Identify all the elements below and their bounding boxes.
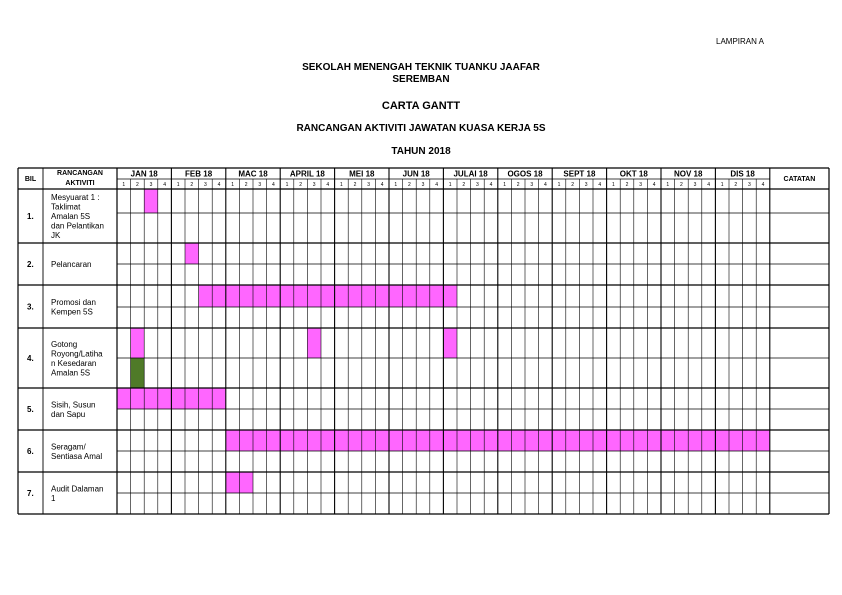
plan-bar: [199, 285, 213, 307]
week-label: 1: [503, 182, 506, 188]
activity-name: JK: [51, 231, 61, 240]
week-label: 2: [244, 182, 248, 188]
month-label: FEB 18: [185, 169, 213, 179]
week-label: 2: [353, 182, 357, 188]
week-label: 3: [693, 182, 697, 188]
week-label: 4: [544, 182, 547, 188]
column-header-bil: BIL: [24, 176, 37, 183]
plan-bar: [743, 430, 757, 451]
plan-bar: [294, 430, 308, 451]
plan-bar: [688, 430, 702, 451]
plan-bar: [375, 285, 389, 307]
week-label: 1: [666, 182, 670, 188]
activity-name: Amalan 5S: [51, 212, 91, 221]
month-label: SEPT 18: [563, 169, 596, 179]
activity-name: dan Pelantikan: [51, 221, 104, 231]
school-name-line2: SEREMBAN: [392, 74, 450, 85]
plan-bar: [661, 430, 675, 451]
month-label: OGOS 18: [507, 169, 543, 179]
week-label: 3: [204, 182, 207, 188]
activity-name: Sentiasa Amal: [51, 451, 103, 461]
plan-bar: [647, 430, 661, 451]
week-label: 1: [122, 182, 126, 188]
plan-bar: [607, 430, 621, 451]
plan-bar: [375, 430, 389, 451]
activity-number: 4.: [27, 354, 34, 363]
plan-bar: [131, 388, 145, 409]
week-label: 4: [435, 182, 438, 188]
plan-bar: [729, 430, 743, 451]
plan-bar: [294, 285, 308, 307]
activity-name: 1: [51, 493, 56, 503]
week-label: 3: [584, 182, 588, 188]
plan-bar: [362, 430, 376, 451]
plan-bar: [620, 430, 634, 451]
plan-bar: [471, 430, 485, 451]
plan-bar: [443, 285, 457, 307]
week-label: 2: [516, 182, 520, 188]
week-label: 2: [734, 182, 738, 188]
activity-number: 7.: [27, 489, 34, 498]
plan-bar: [307, 285, 321, 307]
week-label: 2: [408, 182, 411, 188]
week-label: 3: [258, 182, 262, 188]
week-label: 4: [217, 182, 221, 188]
plan-bar: [566, 430, 580, 451]
plan-bar: [430, 285, 444, 307]
activity-number: 3.: [27, 302, 34, 312]
plan-bar: [131, 328, 145, 358]
plan-bar: [280, 430, 294, 451]
week-label: 1: [394, 182, 398, 188]
plan-bar: [362, 285, 376, 307]
column-header-activity: RANCANGAN: [57, 170, 103, 177]
week-label: 4: [272, 182, 275, 188]
column-header-notes: CATATAN: [783, 176, 816, 183]
plan-bar: [144, 388, 158, 409]
plan-bar: [403, 430, 417, 451]
plan-bar: [253, 285, 267, 307]
actual-bar: [131, 358, 145, 388]
week-label: 3: [312, 182, 316, 188]
plan-bar: [675, 430, 689, 451]
activity-name: Amalan 5S: [51, 368, 91, 378]
plan-bar: [199, 388, 213, 409]
week-label: 3: [530, 182, 534, 188]
week-label: 3: [748, 182, 751, 188]
plan-bar: [239, 472, 253, 493]
week-label: 2: [190, 182, 194, 188]
plan-bar: [403, 285, 417, 307]
week-label: 3: [367, 182, 370, 188]
week-label: 2: [299, 182, 302, 188]
plan-bar: [171, 388, 185, 409]
plan-bar: [280, 285, 294, 307]
activity-number: 2.: [27, 260, 34, 269]
plan-bar: [158, 388, 172, 409]
plan-bar: [335, 430, 349, 451]
activity-name: Kempen 5S: [51, 307, 93, 317]
chart-subtitle: RANCANGAN AKTIVITI JAWATAN KUASA KERJA 5S: [296, 123, 546, 134]
activity-name: n Kesedaran: [51, 358, 97, 368]
plan-bar: [144, 189, 158, 213]
week-label: 1: [557, 182, 561, 188]
plan-bar: [253, 430, 267, 451]
month-label: DIS 18: [730, 169, 755, 179]
activity-name: Mesyuarat 1 :: [51, 193, 100, 202]
plan-bar: [321, 285, 335, 307]
week-label: 1: [720, 182, 724, 188]
week-label: 2: [571, 182, 574, 188]
month-label: OKT 18: [619, 169, 648, 179]
school-name-line1: SEKOLAH MENENGAH TEKNIK TUANKU JAAFAR: [302, 62, 540, 73]
plan-bar: [552, 430, 566, 451]
plan-bar: [212, 388, 226, 409]
month-label: JULAI 18: [453, 169, 488, 179]
activity-name: Taklimat: [51, 202, 81, 212]
plan-bar: [715, 430, 729, 451]
plan-bar: [634, 430, 648, 451]
plan-bar: [348, 430, 362, 451]
plan-bar: [267, 430, 281, 451]
week-label: 3: [421, 182, 425, 188]
plan-bar: [226, 285, 240, 307]
appendix-label: LAMPIRAN A: [716, 37, 765, 46]
week-label: 4: [489, 182, 493, 188]
week-label: 4: [761, 182, 765, 188]
week-label: 4: [652, 182, 656, 188]
activity-name: dan Sapu: [51, 409, 86, 419]
plan-bar: [457, 430, 471, 451]
chart-year: TAHUN 2018: [391, 146, 451, 157]
plan-bar: [702, 430, 716, 451]
activity-number: 1.: [27, 212, 34, 221]
activity-name: Promosi dan: [51, 297, 96, 307]
plan-bar: [389, 430, 403, 451]
plan-bar: [226, 472, 240, 493]
week-label: 4: [163, 182, 166, 188]
week-label: 4: [380, 182, 384, 188]
week-label: 1: [612, 182, 615, 188]
month-label: NOV 18: [673, 169, 703, 179]
week-label: 2: [136, 182, 139, 188]
plan-bar: [307, 430, 321, 451]
plan-bar: [443, 328, 457, 358]
column-header-activity: AKTIVITI: [65, 180, 95, 187]
plan-bar: [443, 430, 457, 451]
plan-bar: [416, 430, 430, 451]
plan-bar: [185, 388, 199, 409]
plan-bar: [430, 430, 444, 451]
month-label: MEI 18: [349, 169, 375, 179]
week-label: 4: [707, 182, 710, 188]
week-label: 1: [285, 182, 289, 188]
plan-bar: [321, 430, 335, 451]
plan-bar: [117, 388, 131, 409]
plan-bar: [239, 430, 253, 451]
plan-bar: [335, 285, 349, 307]
activity-name: Royong/Latiha: [51, 349, 103, 359]
month-label: JUN 18: [402, 169, 430, 179]
plan-bar: [348, 285, 362, 307]
chart-title: CARTA GANTT: [381, 100, 461, 112]
week-label: 2: [625, 182, 629, 188]
activity-name: Gotong: [51, 339, 78, 349]
plan-bar: [389, 285, 403, 307]
plan-bar: [511, 430, 525, 451]
week-label: 1: [231, 182, 234, 188]
month-label: MAC 18: [238, 169, 268, 179]
month-label: JAN 18: [130, 169, 158, 179]
plan-bar: [416, 285, 430, 307]
plan-bar: [212, 285, 226, 307]
activity-number: 6.: [27, 447, 34, 456]
week-label: 3: [149, 182, 153, 188]
activity-name: Pelancaran: [51, 260, 92, 269]
plan-bar: [267, 285, 281, 307]
plan-bar: [484, 430, 498, 451]
plan-bar: [226, 430, 240, 451]
plan-bar: [593, 430, 607, 451]
week-label: 4: [598, 182, 602, 188]
week-label: 1: [448, 182, 452, 188]
plan-bar: [239, 285, 253, 307]
week-label: 3: [639, 182, 642, 188]
activity-name: Audit Dalaman: [51, 484, 104, 494]
month-label: APRIL 18: [289, 169, 325, 179]
plan-bar: [579, 430, 593, 451]
activity-name: Sisih, Susun: [51, 400, 96, 410]
activity-name: Seragam/: [51, 442, 86, 452]
week-label: 4: [326, 182, 330, 188]
week-label: 2: [680, 182, 683, 188]
plan-bar: [525, 430, 539, 451]
plan-bar: [185, 243, 199, 264]
plan-bar: [307, 328, 321, 358]
week-label: 2: [462, 182, 466, 188]
plan-bar: [756, 430, 770, 451]
week-label: 1: [176, 182, 180, 188]
week-label: 3: [476, 182, 479, 188]
activity-number: 5.: [27, 405, 34, 414]
plan-bar: [498, 430, 512, 451]
plan-bar: [539, 430, 553, 451]
week-label: 1: [340, 182, 343, 188]
